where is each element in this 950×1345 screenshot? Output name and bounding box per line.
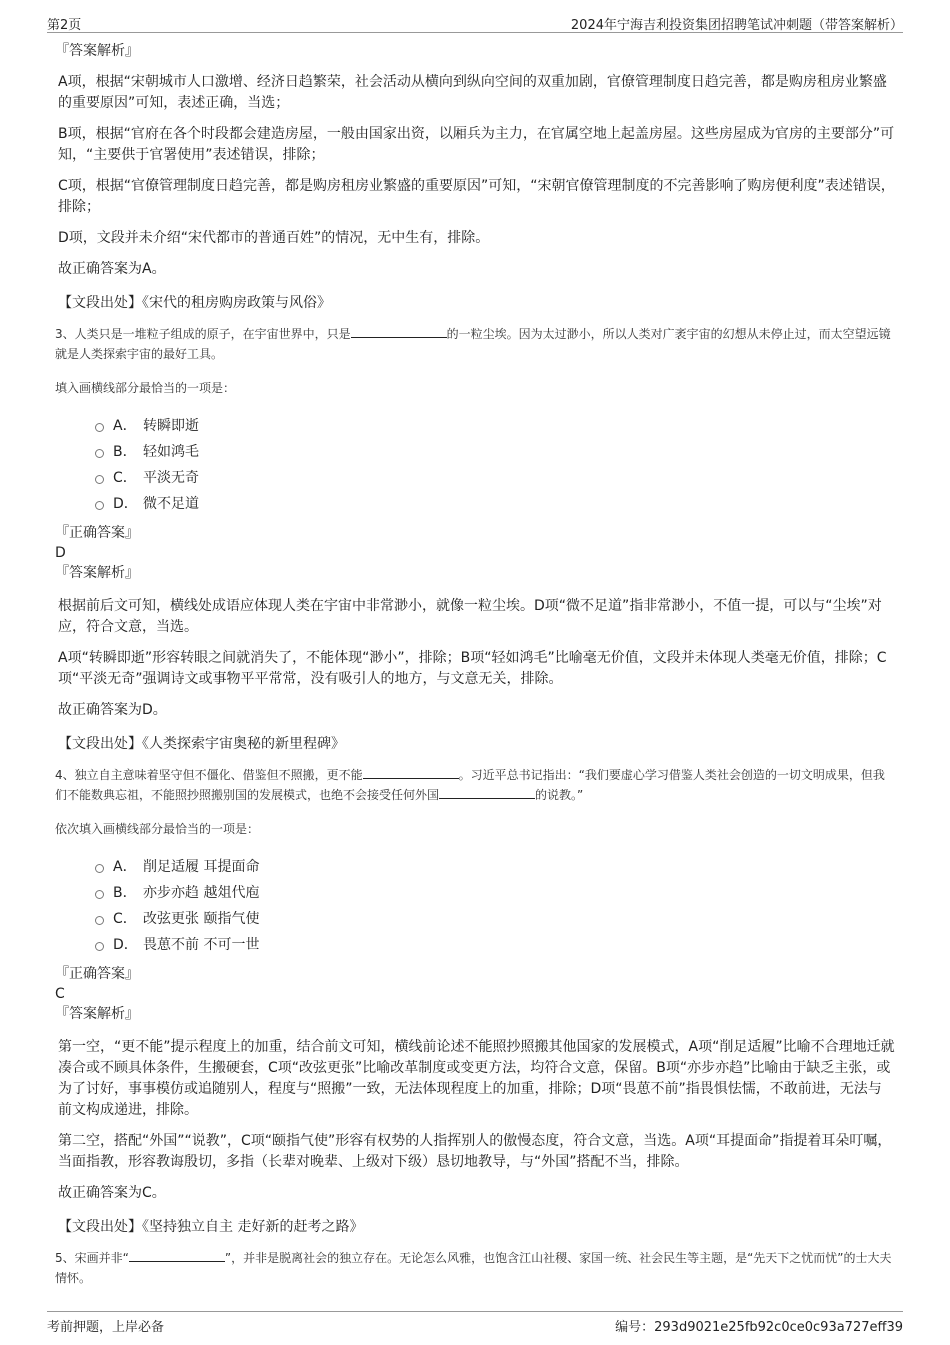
question-3-prompt: 填入画横线部分最恰当的一项是：	[55, 381, 236, 395]
fill-blank	[439, 787, 535, 799]
correct-answer-label: 『正确答案』	[55, 966, 139, 982]
radio-icon[interactable]	[95, 475, 104, 484]
question-3-stem: 3、人类只是一堆粒子组成的原子，在宇宙世界中，只是 的一粒尘埃。因为太过渺小，所以人类对广袤宇宙的幻想从未停止过，而太空望远镜就是人类探索宇宙的最好工具。	[55, 327, 891, 361]
page-footer	[47, 1311, 903, 1336]
radio-icon[interactable]	[95, 942, 104, 951]
source-citation: 【文段出处】《宋代的租房购房政策与风俗》	[58, 295, 331, 311]
analysis-paragraph: A项“转瞬即逝”形容转眼之间就消失了，不能体现“渺小”，排除；B项“轻如鸿毛”比喻毫无价值，文段并未体现人类毫无价值，排除；C项“平淡无奇”强调诗文或事物平平常常，没有吸引人的地方，与文意无关，排除。	[58, 650, 887, 687]
page-number: 第2页	[47, 18, 82, 33]
option-d[interactable]: D． 畏葸不前 不可一世	[95, 931, 895, 957]
question-4-prompt: 依次填入画横线部分最恰当的一项是：	[55, 822, 260, 836]
analysis-paragraph: C项，根据“官僚管理制度日趋完善，都是购房租房业繁盛的重要原因”可知，“宋朝官僚管理制度的不完善影响了购房便利度”表述错误，排除；	[58, 178, 895, 215]
option-b[interactable]: B． 轻如鸿毛	[95, 438, 895, 464]
radio-icon[interactable]	[95, 501, 104, 510]
option-d[interactable]: D． 微不足道	[95, 490, 895, 516]
analysis-label: 『答案解析』	[55, 565, 139, 581]
radio-icon[interactable]	[95, 423, 104, 432]
correct-answer-label: 『正确答案』	[55, 525, 139, 541]
correct-answer: D	[55, 545, 66, 561]
analysis-label: 『答案解析』	[55, 43, 139, 59]
option-b[interactable]: B． 亦步亦趋 越俎代庖	[95, 879, 895, 905]
option-c[interactable]: C． 平淡无奇	[95, 464, 895, 490]
question-4-stem: 4、独立自主意味着坚守但不僵化、借鉴但不照搬，更不能 。习近平总书记指出：“我们要虚心学习借鉴人类社会创造的一切文明成果，但我们不能数典忘祖，不能照抄照搬别国的发展模式，也绝不会接受任何外国 的说教。”	[55, 768, 885, 802]
analysis-paragraph: A项，根据“宋朝城市人口激增、经济日趋繁荣，社会活动从横向到纵向空间的双重加剧，官僚管理制度日趋完善，都是购房租房业繁盛的重要原因”可知，表述正确，当选；	[58, 74, 887, 111]
question-4-options	[95, 853, 895, 957]
radio-icon[interactable]	[95, 449, 104, 458]
analysis-paragraph: 第二空，搭配“外国”“说教”，C项“颐指气使”形容有权势的人指挥别人的傲慢态度，符合文意，当选。A项“耳提面命”指提着耳朵叮嘱，当面指教，形容教诲殷切，多指（长辈对晚辈、上级对下级）恳切地教导，与“外国”搭配不当，排除。	[58, 1133, 892, 1170]
fill-blank	[363, 767, 459, 779]
option-a[interactable]: A． 转瞬即逝	[95, 412, 895, 438]
radio-icon[interactable]	[95, 890, 104, 899]
page-header	[47, 12, 903, 33]
answer-conclusion: 故正确答案为C。	[58, 1185, 166, 1201]
radio-icon[interactable]	[95, 864, 104, 873]
document-title: 2024年宁海吉利投资集团招聘笔试冲刺题（带答案解析）	[570, 18, 903, 33]
fill-blank	[351, 326, 447, 338]
question-3-options	[95, 412, 895, 516]
source-citation: 【文段出处】《坚持独立自主 走好新的赶考之路》	[58, 1219, 364, 1235]
analysis-label: 『答案解析』	[55, 1006, 139, 1022]
analysis-paragraph: 根据前后文可知，横线处成语应体现人类在宇宙中非常渺小，就像一粒尘埃。D项“微不足道”指非常渺小，不值一提，可以与“尘埃”对应，符合文意，当选。	[58, 598, 882, 635]
source-citation: 【文段出处】《人类探索宇宙奥秘的新里程碑》	[58, 736, 345, 752]
footer-slogan: 考前押题，上岸必备	[47, 1320, 165, 1335]
analysis-paragraph: B项，根据“官府在各个时段都会建造房屋，一般由国家出资，以厢兵为主力，在官属空地上起盖房屋。这些房屋成为官房的主要部分”可知，“主要供于官署使用”表述错误，排除；	[58, 126, 895, 163]
document-id: 编号：293d9021e25fb92c0ce0c93a727eff39	[615, 1320, 903, 1335]
correct-answer: C	[55, 986, 65, 1002]
answer-conclusion: 故正确答案为A。	[58, 261, 166, 277]
analysis-paragraph: D项，文段并未介绍“宋代都市的普通百姓”的情况，无中生有，排除。	[58, 230, 490, 246]
radio-icon[interactable]	[95, 916, 104, 925]
fill-blank	[129, 1250, 225, 1262]
answer-conclusion: 故正确答案为D。	[58, 702, 167, 718]
option-a[interactable]: A． 削足适履 耳提面命	[95, 853, 895, 879]
option-c[interactable]: C． 改弦更张 颐指气使	[95, 905, 895, 931]
question-5-stem: 5、宋画并非“ ”，并非是脱离社会的独立存在。无论怎么风雅，也饱含江山社稷、家国一统、社会民生等主题，是“先天下之忧而忧”的士大夫情怀。	[55, 1251, 892, 1285]
document-body	[55, 40, 895, 1288]
analysis-paragraph: 第一空，“更不能”提示程度上的加重，结合前文可知，横线前论述不能照抄照搬其他国家的发展模式，A项“削足适履”比喻不合理地迁就凑合或不顾具体条件，生搬硬套，C项“改弦更张”比喻改革制度或变更方法，均符合文意，保留。B项“亦步亦趋”比喻由于缺乏主张，或为了讨好，事事模仿或追随别人，程度与“照搬”一致，无法体现程度上的加重，排除；D项“畏葸不前”指畏惧怯懦，不敢前进，无法与前文构成递进，排除。	[58, 1039, 895, 1118]
